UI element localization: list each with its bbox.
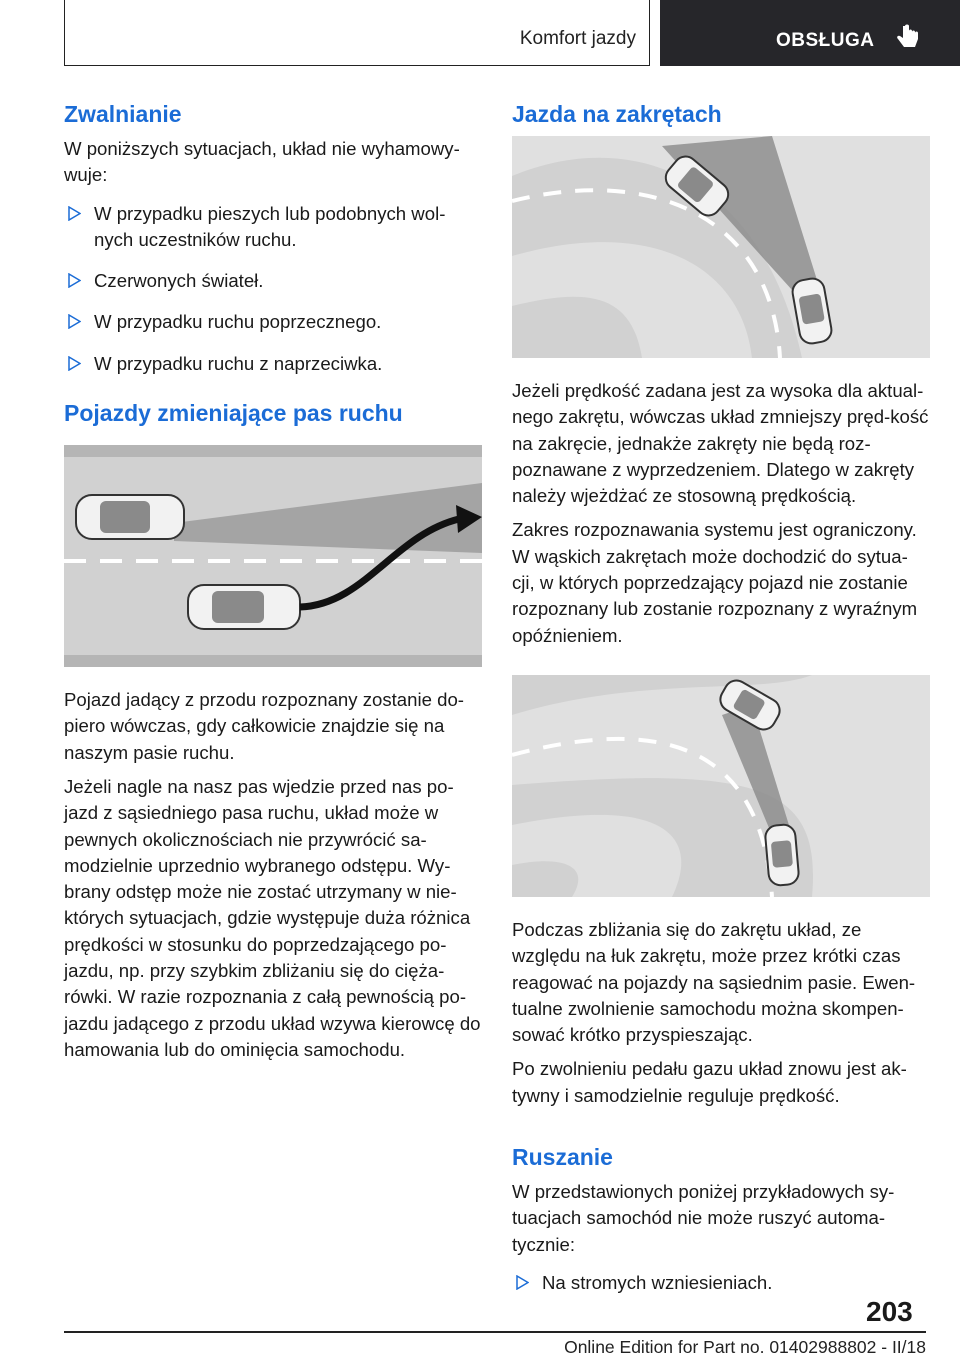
chapter-tab-label: OBSŁUGA bbox=[776, 30, 875, 51]
paragraph: Jeżeli prędkość zadana jest za wysoka dla aktual‐nego zakrętu, wówczas układ zmniejszy pręd‐kość na zakręcie, jednakże zakręty nie będą roz‐poznawane z wyprzedzeniem. Dlatego w zakręty należy wjeżdżać ze stosowną prędkością. bbox=[512, 380, 929, 507]
section-title: Komfort jazdy bbox=[519, 28, 636, 49]
heading-lane-change: Pojazdy zmieniające pas ruchu bbox=[64, 400, 403, 427]
list-item: Czerwonych świateł. bbox=[64, 268, 482, 294]
curve-illustration-2 bbox=[512, 675, 930, 897]
right-column bbox=[512, 100, 930, 1311]
ego-car-icon bbox=[188, 585, 300, 629]
left-column bbox=[64, 100, 482, 1071]
list-item: W przypadku ruchu poprzecznego. bbox=[64, 309, 482, 335]
chapter-tab[interactable] bbox=[660, 0, 960, 66]
lane-change-illustration bbox=[64, 445, 482, 667]
triangle-bullet-icon bbox=[68, 206, 81, 221]
triangle-bullet-icon bbox=[68, 314, 81, 329]
triangle-bullet-icon bbox=[516, 1275, 529, 1290]
heading-curves: Jazda na zakrętach bbox=[512, 101, 722, 127]
bullet-list bbox=[64, 201, 482, 377]
curve-illustration-1 bbox=[512, 136, 930, 358]
footer-divider bbox=[64, 1331, 926, 1333]
lead-car-icon bbox=[76, 495, 184, 539]
hand-pointer-icon bbox=[895, 24, 921, 52]
ego-car-icon bbox=[764, 824, 799, 886]
list-item: Na stromych wzniesieniach. bbox=[512, 1270, 930, 1296]
edition-note: Online Edition for Part no. 01402988802 - II/18 bbox=[564, 1337, 926, 1357]
paragraph: W przedstawionych poniżej przykładowych sy‐tuacjach samochód nie może ruszyć automa‐tycznie: bbox=[512, 1181, 895, 1255]
triangle-bullet-icon bbox=[68, 273, 81, 288]
paragraph: Po zwolnieniu pedału gazu układ znowu jest ak‐tywny i samodzielnie reguluje prędkość. bbox=[512, 1058, 907, 1106]
heading-zwalnianie: Zwalnianie bbox=[64, 101, 182, 127]
bullet-list bbox=[512, 1270, 930, 1296]
paragraph: Zakres rozpoznawania systemu jest ograniczony. W wąskich zakrętach może dochodzić do sytua‐cji, w których poprzedzający pojazd nie zostanie rozpoznany lub zostanie rozpoznany z wyraźnym opóźnieniem. bbox=[512, 519, 918, 646]
list-item: W przypadku pieszych lub podobnych wol‐nych uczestników ruchu. bbox=[64, 201, 482, 254]
paragraph: W poniższych sytuacjach, układ nie wyhamowy‐wuje: bbox=[64, 138, 460, 186]
triangle-bullet-icon bbox=[68, 356, 81, 371]
page-number: 203 bbox=[866, 1296, 913, 1327]
paragraph: Jeżeli nagle na nasz pas wjedzie przed nas po‐jazd z sąsiedniego pasa ruchu, układ może w pewnych okolicznościach nie przywrócić sa‐modzielnie uprzednio wybranego odstępu. Wy‐brany odstęp może nie zostać utrzymany w nie‐których sytuacjach, gdzie występuje duża różnica prędkości w stosunku do poprzedzającego po‐jazdu, np. przy szybkim zbliżaniu się do cięża‐rówki. W razie rozpoznania z całą pewnością po‐jazdu jadącego z przodu układ wzywa kierowcę do hamowania lub do ominięcia samochodu. bbox=[64, 775, 481, 1060]
paragraph: Podczas zbliżania się do zakrętu układ, ze względu na łuk zakrętu, może przez krótki czas reagować na pojazdy na sąsiednim pasie. Ewen‐tualne zwolnienie samochodu można skompen‐sować krótko przyspieszając. bbox=[512, 918, 916, 1046]
list-item: W przypadku ruchu z naprzeciwka. bbox=[64, 351, 482, 377]
heading-ruszanie: Ruszanie bbox=[512, 1144, 613, 1171]
paragraph: Pojazd jadący z przodu rozpoznany zostanie do‐piero wówczas, gdy całkowicie znajdzie się na naszym pasie ruchu. bbox=[64, 689, 465, 763]
